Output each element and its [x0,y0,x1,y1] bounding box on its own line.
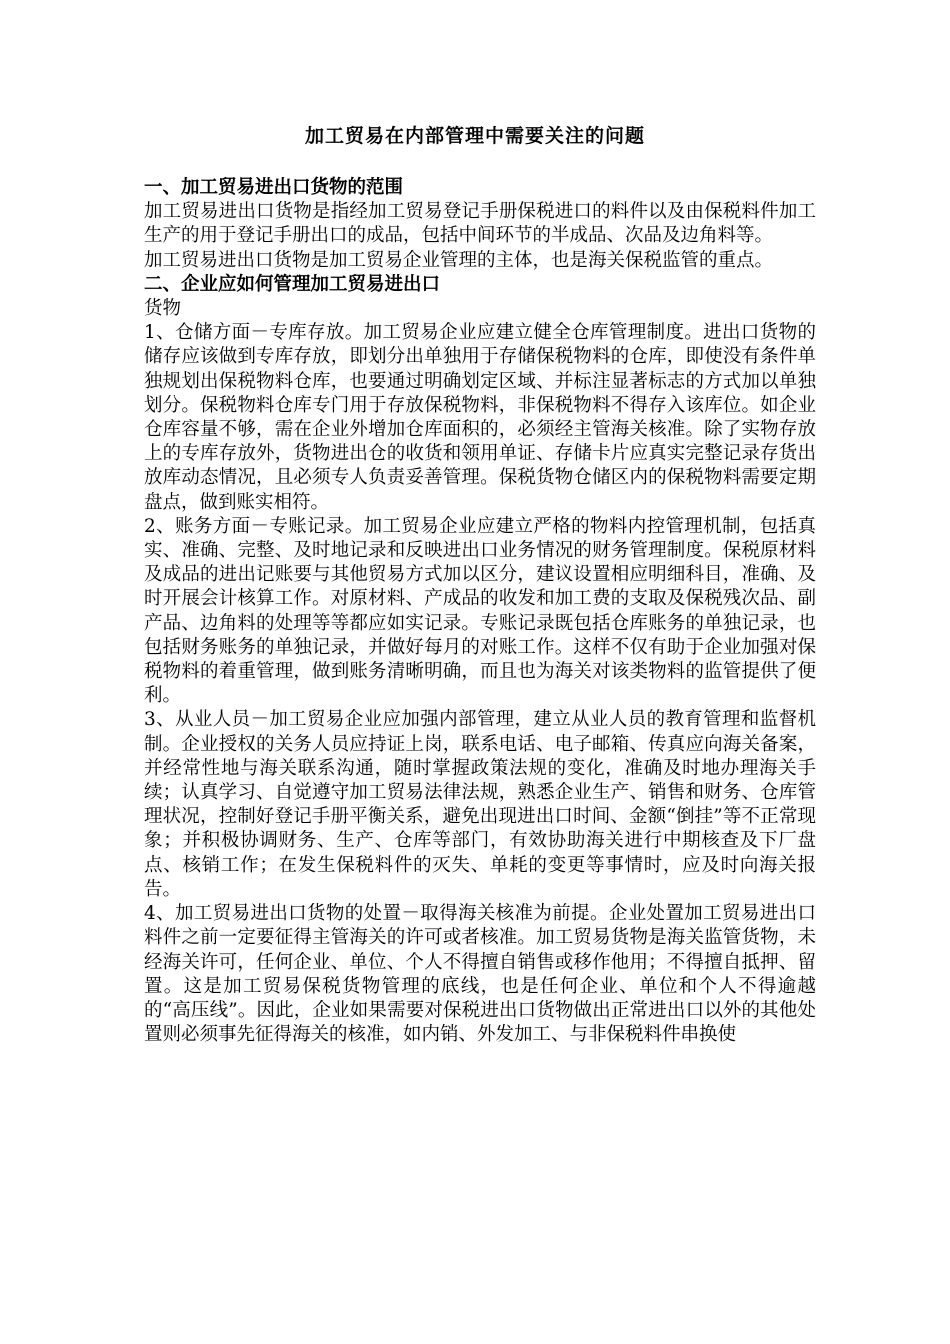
document-body [144,176,816,1047]
document-title: 加工贸易在内部管理中需要关注的问题 [304,125,645,147]
paragraph-1: 加工贸易进出口货物是指经加工贸易登记手册保税进口的料件以及由保税料件加工生产的用于登记手册出口的成品，包括中间环节的半成品、次品及边角料等。 [144,201,816,247]
section-heading-2: 二、企业应如何管理加工贸易进出口 [144,273,441,295]
paragraph-2: 加工贸易进出口货物是加工贸易企业管理的主体，也是海关保税监管的重点。 [144,249,774,271]
list-item-2: 2、账务方面－专账记录。加工贸易企业应建立严格的物料内控管理机制，包括真实、准确、完整、及时地记录和反映进出口业务情况的财务管理制度。保税原材料及成品的进出记账要与其他贸易方式加以区分，建议设置相应明细科目，准确、及时开展会计核算工作。对原材料、产成品的收发和加工费的支取及保税残次品、副产品、边角料的处理等等都应如实记录。专账记录既包括仓库账务的单独记录，也包括财务账务的单独记录，并做好每月的对账工作。这样不仅有助于企业加强对保税物料的着重管理，做到账务清晰明确，而且也为海关对该类物料的监管提供了便利。 [144,515,816,707]
paragraph-3: 货物 [144,298,182,320]
list-item-1: 1、仓储方面－专库存放。加工贸易企业应建立健全仓库管理制度。进出口货物的储存应该做到专库存放，即划分出单独用于存储保税物料的仓库，即使没有条件单独规划出保税物料仓库，也要通过明确划定区域、并标注显著标志的方式加以单独划分。保税物料仓库专门用于存放保税物料，非保税物料不得存入该库位。如企业仓库容量不够，需在企业外增加仓库面积的，必须经主管海关核准。除了实物存放上的专库存放外，货物进出仓的收货和领用单证、存储卡片应真实完整记录存货出放库动态情况，且必须专人负责妥善管理。保税货物仓储区内的保税物料需要定期盘点，做到账实相符。 [144,322,816,513]
section-heading-1: 一、加工贸易进出口货物的范围 [144,177,404,198]
list-item-4: 4、加工贸易进出口货物的处置－取得海关核准为前提。企业处置加工贸易进出口料件之前一定要征得主管海关的许可或者核准。加工贸易货物是海关监管货物，未经海关许可，任何企业、单位、个人不得擅自销售或移作他用；不得擅自抵押、留置。这是加工贸易保税货物管理的底线，也是任何企业、单位和个人不得逾越的“高压线”。因此，企业如果需要对保税进出口货物做出正常进出口以外的其他处置则必须事先征得海关的核准，如内销、外发加工、与非保税料件串换使 [144,903,816,1046]
list-item-3: 3、从业人员－加工贸易企业应加强内部管理，建立从业人员的教育管理和监督机制。企业授权的关务人员应持证上岗，联系电话、电子邮箱、传真应向海关备案，并经常性地与海关联系沟通，随时掌握政策法规的变化，准确及时地办理海关手续；认真学习、自觉遵守加工贸易法律法规，熟悉企业生产、销售和财务、仓库管理状况，控制好登记手册平衡关系，避免出现进出口时间、金额“倒挂”等不正常现象；并积极协调财务、生产、仓库等部门，有效协助海关进行中期核查及下厂盘点、核销工作；在发生保税料件的灭失、单耗的变更等事情时，应及时向海关报告。 [144,709,816,900]
